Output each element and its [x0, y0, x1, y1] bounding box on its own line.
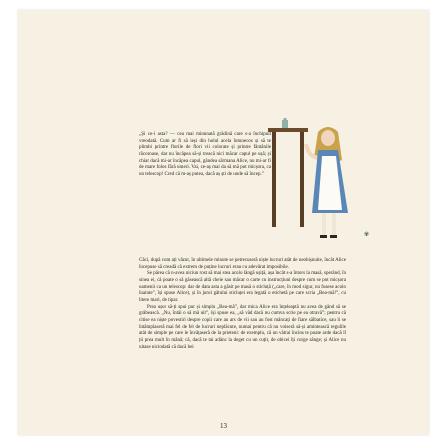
left-column-text	[139, 132, 271, 179]
svg-text:✾: ✾	[364, 231, 370, 238]
paragraph-2: Se părea că n-avea niciun rost să mai stea acolo lângă ușiță, așa încât s-a întors la masă, sperând, în sinea ei, că poate o să găsească altă cheie sau măcar o carte cu instrucțiuni despre cum se pot micșora oamenii ca un telescop: dar de data asta a găsit pe masă o sticluță („care, în mod sigur, nu fusese acolo înainte”, își spuse Alice), și în jurul gâtului sticluței era legată o etichetă pe care scria „Bea-mă!”, cu litere mari, de tipar.	[139, 271, 346, 303]
paragraph-1: Căci, după cum ați văzut, în ultimele minute se petrecuseră niște lucruri atât de neobișnuite, încât Alice începuse să creadă că extrem de puține lucruri erau cu adevărat imposibile.	[139, 258, 346, 270]
page-number: 13	[220, 422, 227, 430]
body-text	[139, 258, 346, 351]
book-page	[18, 10, 429, 435]
alice-with-bottle-illustration	[266, 118, 371, 253]
left-column-paragraph: „Și ce-i asta? — cea mai minunată grădină care s-a închipuit vreodată. Cum ar fi să ieși din holul acela întunecos și să te plimbi printre florile de flori vii colorate și printre fântânile răcoroase, dar nu încăpea să-și treacă nici măcar capul pe ușă; și chiar dacă mi-ar încăpea capul, gândea sărmana Alice, nu mi-ar fi de mare folos fără umeri. Vai, ce-aș mai da să mă pot micșora, ca un telescop! Cred că m-aș putea, dacă aș ști de unde să încep.”	[139, 132, 271, 177]
paragraph-3: Prea ușor să-ți spui pur și simplu „Bea-mă”, dar mica Alice era înțeleaptă nu avea de gând să se grăbească. „Nu, întâi o să mă uit”, își spuse ea, „să văd dacă nu cumva scrie pe ea otravă”; pentru că citise ea niște povestiri despre copii care au ars de vii sau au fost mâncați de fiare sălbatice, sau li se întâmplaseră mai fel de fel de lucruri neplăcute, numai pentru că nu voiseră să-și amintească regulile atât de simple pe care le învățaseră de la prieteni: de exemplu, că un vătrai încins te poate arde dacă îl ții prea mult în mână; că, dacă te tai adânc la deget cu un cuțit, de obicei îți curge sânge; și Alice nu uitase niciodată că dacă bei	[139, 304, 346, 350]
